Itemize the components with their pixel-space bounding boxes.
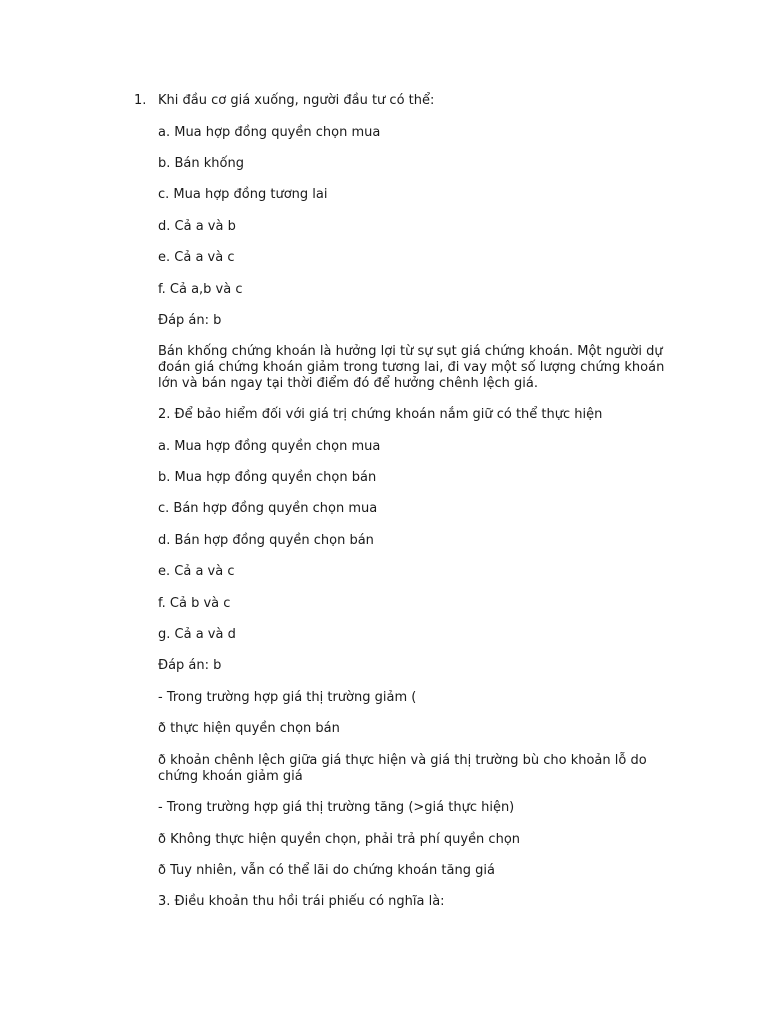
q1-option-b: b. Bán khống (158, 156, 244, 171)
question-3-text: 3. Điều khoản thu hồi trái phiếu có nghĩa là: (158, 894, 445, 909)
question-1-number: 1. (134, 93, 147, 108)
q1-option-d: d. Cả a và b (158, 219, 236, 234)
q2-note-2: ð thực hiện quyền chọn bán (158, 721, 340, 736)
q2-option-g: g. Cả a và d (158, 627, 236, 642)
q2-answer: Đáp án: b (158, 658, 222, 673)
q2-option-f: f. Cả b và c (158, 596, 231, 611)
q2-option-c: c. Bán hợp đồng quyền chọn mua (158, 501, 378, 516)
question-1-text: Khi đầu cơ giá xuống, người đầu tư có thể: (158, 93, 435, 108)
q2-note-5: ð Không thực hiện quyền chọn, phải trả phí quyền chọn (158, 832, 521, 847)
q2-option-a: a. Mua hợp đồng quyền chọn mua (158, 439, 381, 454)
q1-option-c: c. Mua hợp đồng tương lai (158, 187, 328, 202)
q2-note-3: ð khoản chênh lệch giữa giá thực hiện và giá thị trường bù cho khoản lỗ do chứng khoán giảm giá (158, 753, 647, 784)
q1-option-e: e. Cả a và c (158, 250, 235, 265)
q2-option-b: b. Mua hợp đồng quyền chọn bán (158, 470, 377, 485)
q1-explanation: Bán khống chứng khoán là hưởng lợi từ sự sụt giá chứng khoán. Một người dự đoán giá chứng khoán giảm trong tương lai, đi vay một số lượng chứng khoán lớn và bán ngay tại thời điểm đó để hưởng chênh lệch giá. (158, 344, 665, 391)
q1-answer: Đáp án: b (158, 313, 222, 328)
q2-note-4: - Trong trường hợp giá thị trường tăng (>giá thực hiện) (158, 800, 515, 815)
q2-option-d: d. Bán hợp đồng quyền chọn bán (158, 533, 374, 548)
q2-note-1: - Trong trường hợp giá thị trường giảm ( (158, 690, 417, 705)
q1-option-a: a. Mua hợp đồng quyền chọn mua (158, 125, 381, 140)
q2-option-e: e. Cả a và c (158, 564, 235, 579)
q1-option-f: f. Cả a,b và c (158, 282, 243, 297)
question-2-text: 2. Để bảo hiểm đối với giá trị chứng khoán nắm giữ có thể thực hiện (158, 407, 603, 422)
q2-note-6: ð Tuy nhiên, vẫn có thể lãi do chứng khoán tăng giá (158, 863, 495, 878)
